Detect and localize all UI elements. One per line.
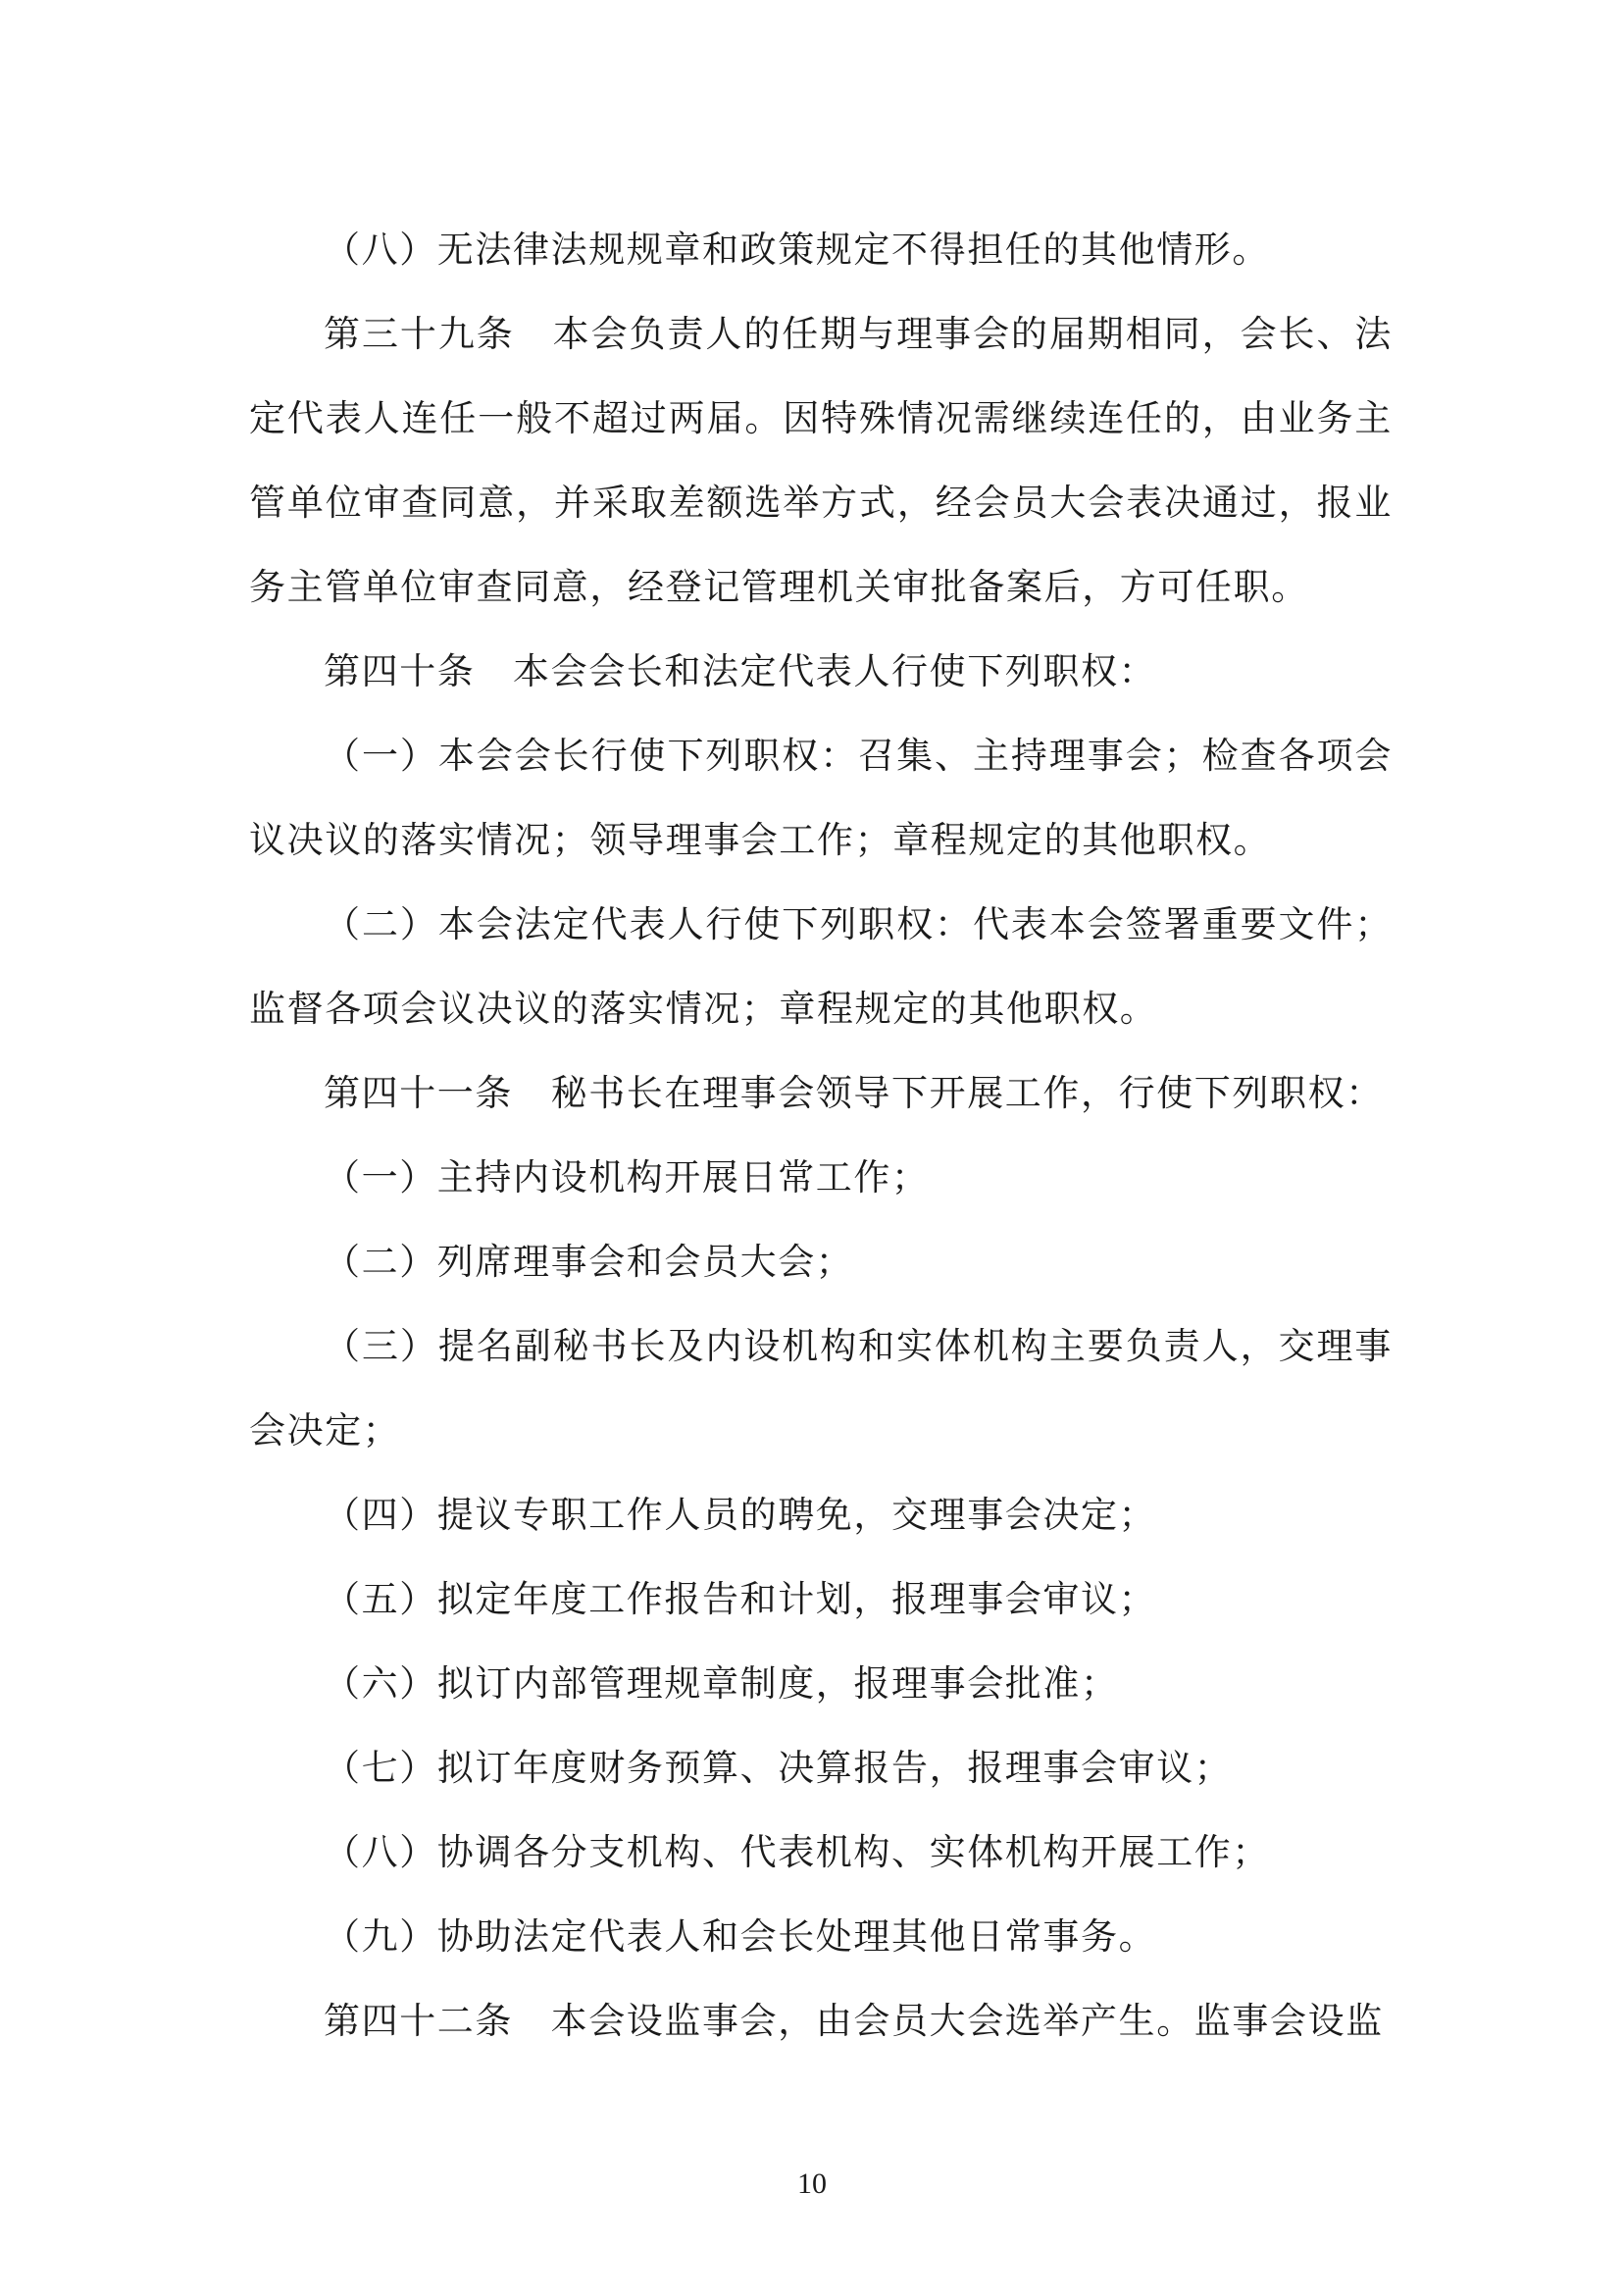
paragraph: 第四十二条 本会设监事会，由会员大会选举产生。监事会设监 xyxy=(324,2000,1384,2042)
paragraph: （八）无法律法规规章和政策规定不得担任的其他情形。 xyxy=(324,229,1270,271)
paragraph: （八）协调各分支机构、代表机构、实体机构开展工作； xyxy=(324,1831,1270,1873)
page-number: 10 xyxy=(797,2167,827,2200)
paragraph: （六）拟订内部管理规章制度，报理事会批准； xyxy=(324,1662,1119,1705)
paragraph: （三）提名副秘书长及内设机构和实体机构主要负责人，交理事会决定； xyxy=(249,1325,1393,1452)
paragraph: 第四十条 本会会长和法定代表人行使下列职权： xyxy=(324,650,1157,692)
paragraph: （二）列席理事会和会员大会； xyxy=(324,1241,854,1283)
paragraph: （二）本会法定代表人行使下列职权：代表本会签署重要文件；监督各项会议决议的落实情况；章程规定的其他职权。 xyxy=(249,903,1393,1030)
paragraph: （九）协助法定代表人和会长处理其他日常事务。 xyxy=(324,1915,1157,1958)
paragraph: （一）本会会长行使下列职权：召集、主持理事会；检查各项会议决议的落实情况；领导理事会工作；章程规定的其他职权。 xyxy=(249,735,1393,861)
paragraph: （一）主持内设机构开展日常工作； xyxy=(324,1156,930,1198)
paragraph: 第三十九条 本会负责人的任期与理事会的届期相同，会长、法定代表人连任一般不超过两届。因特殊情况需继续连任的，由业务主管单位审查同意，并采取差额选举方式，经会员大会表决通过，报业务主管单位审查同意，经登记管理机关审批备案后，方可任职。 xyxy=(249,313,1393,608)
paragraph: （四）提议专职工作人员的聘免，交理事会决定； xyxy=(324,1494,1157,1536)
paragraph: 第四十一条 秘书长在理事会领导下开展工作，行使下列职权： xyxy=(324,1072,1384,1114)
paragraph: （五）拟定年度工作报告和计划，报理事会审议； xyxy=(324,1578,1157,1620)
paragraph: （七）拟订年度财务预算、决算报告，报理事会审议； xyxy=(324,1747,1233,1789)
document-body xyxy=(249,208,1393,2064)
